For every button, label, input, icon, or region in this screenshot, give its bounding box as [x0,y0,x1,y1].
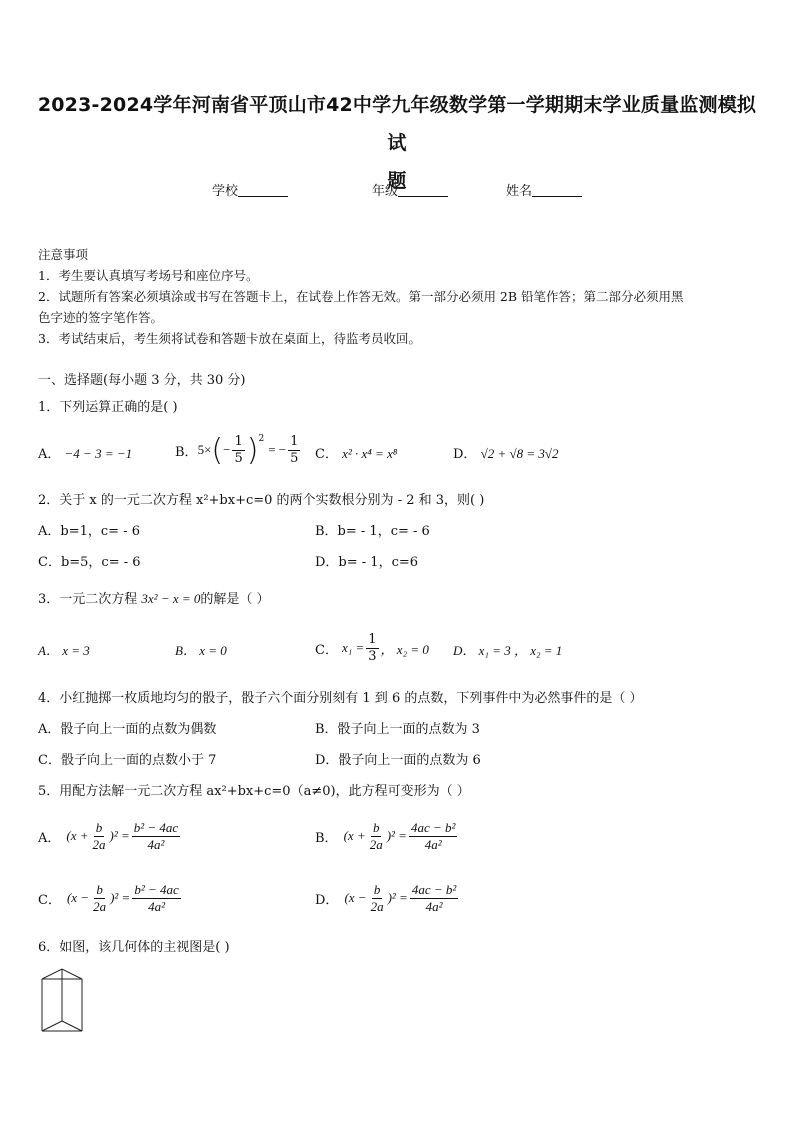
q1-option-b[interactable]: B． 5× ( − $\frac{1}{5}$ ) $^2$ = − $\frac{1}{5}$ [175,432,299,468]
q5-a-pre: (x + [66,828,89,843]
q5-a-eq: )² = [109,828,130,843]
q1-c-expr: x² · x⁴ = x⁸ [342,446,398,461]
exam-title-line2: 题 [387,170,407,192]
section-heading: 一、选择题(每小题 3 分，共 30 分) [38,373,246,388]
q5-c-rhs-num: b² − 4ac [134,881,179,897]
q1-a-label: A． [38,447,61,462]
notes-item: 3．考试结束后，考生须将试卷和答题卡放在桌面上，待监考员收回。 [38,331,421,346]
q5-a-rhs-num: b² − 4ac [133,819,179,835]
q4-stem: 4．小红抛掷一枚质地均匀的骰子，骰子六个面分别刻有 1 到 6 的点数，下列事件中为必然事件的是（ ） [38,691,643,706]
q5-b-rhs [409,820,457,853]
q5-a-inner-den: 2a [92,836,106,852]
q4-option-c[interactable]: C．骰子向上一面的点数小于 7 [38,753,217,768]
q5-d-eq: )² = [387,890,408,905]
q5-d-label: D． [315,892,339,908]
notes-block [38,244,758,349]
q1-a-expr: −4 − 3 = −1 [64,446,133,461]
notes-item: 色字迹的签字笔作答。 [38,310,164,325]
q1-option-d[interactable] [453,443,559,462]
q2-option-b[interactable]: B．b= - 1，c= - 6 [315,524,430,539]
q3-c-den: 3 [368,648,377,664]
q5-a-rhs [132,820,180,853]
q5-a-inner-frac [91,820,108,853]
name-field[interactable] [506,180,582,199]
q5-c-inner-frac [91,882,108,915]
exam-title-line1: 2023-2024学年河南省平顶山市42中学九年级数学第一学期期末学业质量监测模拟试 [37,94,757,154]
q3-stem-pre: 3．一元二次方程 [38,592,142,607]
school-blank[interactable] [238,184,288,197]
q3-c-num: 1 [368,631,377,647]
q1-b-den: 5 [234,450,243,466]
q5-c-inner-den: 2a [93,898,107,914]
q3-option-c[interactable] [315,628,429,668]
q3-c-fraction [366,632,378,665]
q3-option-b[interactable]: B． x = 0 [175,643,227,658]
q5-d-rhs-den: 4a² [425,898,443,914]
q5-option-a[interactable] [38,815,182,857]
q3-c-x2: ， x₂ = 0 [380,641,429,657]
q5-c-rhs-den: 4a² [148,898,165,914]
school-field[interactable] [212,180,288,199]
q5-d-inner-frac [369,882,386,915]
q1-b-result-fraction [288,434,300,467]
q5-d-pre: (x − [344,890,367,905]
name-label: 姓名 [506,184,533,199]
q5-c-eq: )² = [110,890,131,905]
q5-b-rhs-num: 4ac − b² [410,819,456,835]
q5-c-pre: (x − [66,890,90,905]
q1-b-pre: 5× [197,442,212,457]
q6-stem: 6．如图，该几何体的主视图是( ) [38,940,230,955]
q1-b-rden: 5 [290,450,299,466]
q5-a-rhs-den: 4a² [147,836,165,852]
notes-item: 2．试题所有答案必须填涂或书写在答题卡上，在试卷上作答无效。第一部分必须用 2B 铅笔作答；第二部分必须用黑 [38,289,684,304]
q2-stem: 2．关于 x 的一元二次方程 x²+bx+c=0 的两个实数根分别为 - 2 和 3，则( ) [38,493,485,508]
q5-d-rhs [410,882,458,915]
q3-c-x1: x₁ = [341,640,365,655]
q5-b-inner-den: 2a [369,836,383,852]
school-label: 学校 [212,184,239,199]
q5-c-inner-num: b [96,881,103,897]
q5-c-rhs [132,882,180,915]
q1-stem: 1．下列运算正确的是( ) [38,400,178,415]
q3-stem-eq: 3x² − x = 0 [141,591,201,606]
q3-stem-post: 的解是（ ） [200,592,270,607]
q1-b-minus: − [223,442,231,457]
q1-b-label: B． [175,444,198,460]
q1-b-left-paren: ( [211,432,224,468]
q1-d-expr: √2 + √8 = 3√2 [480,446,559,461]
q5-b-label: B． [315,830,338,846]
q5-d-inner-den: 2a [370,898,384,914]
q3-stem [38,588,270,607]
q1-b-eq: = − [268,442,287,457]
q1-b-right-paren: ) [246,432,259,468]
q5-b-eq: )² = [386,828,407,843]
q3-option-d[interactable]: D． x₁ = 3 ， x₂ = 1 [453,643,563,658]
q5-option-c[interactable] [38,877,183,919]
q1-b-fraction [232,434,244,467]
q5-b-rhs-den: 4a² [424,836,442,852]
notes-item: 1．考生要认真填写考场号和座位序号。 [38,268,259,283]
q5-option-d[interactable] [315,877,460,919]
q1-c-label: C． [315,447,338,462]
grade-label: 年级 [372,184,399,199]
q5-b-pre: (x + [343,828,366,843]
q1-b-rnum: 1 [290,433,299,449]
q5-d-inner-num: b [373,881,381,897]
triangular-prism-figure [38,965,88,1035]
q1-option-a[interactable] [38,443,132,462]
q5-stem: 5．用配方法解一元二次方程 ax²+bx+c=0（a≠0)，此方程可变形为（ ） [38,784,470,799]
q1-b-num: 1 [234,433,243,449]
q2-option-a[interactable]: A．b=1，c= - 6 [38,524,140,539]
q4-option-b[interactable]: B．骰子向上一面的点数为 3 [315,722,480,737]
q3-option-a[interactable]: A． x = 3 [38,643,90,658]
q2-option-d[interactable]: D．b= - 1，c=6 [315,555,419,570]
q2-option-c[interactable]: C．b=5，c= - 6 [38,555,141,570]
q5-a-inner-num: b [95,819,103,835]
q4-option-a[interactable]: A．骰子向上一面的点数为偶数 [38,722,217,737]
q3-c-label: C． [315,642,338,658]
name-blank[interactable] [532,184,582,197]
grade-blank[interactable] [398,184,448,197]
q5-b-inner-frac [368,820,385,853]
q5-d-rhs-num: 4ac − b² [411,881,457,897]
q5-option-b[interactable] [315,815,459,857]
q5-b-inner-num: b [372,819,380,835]
notes-heading: 注意事项 [38,247,89,262]
q5-c-label: C． [38,892,61,908]
q1-d-label: D． [453,447,477,462]
q1-option-c[interactable] [315,443,397,462]
grade-field[interactable] [372,180,448,199]
q4-option-d[interactable]: D．骰子向上一面的点数为 6 [315,753,481,768]
q5-a-label: A． [38,830,61,846]
